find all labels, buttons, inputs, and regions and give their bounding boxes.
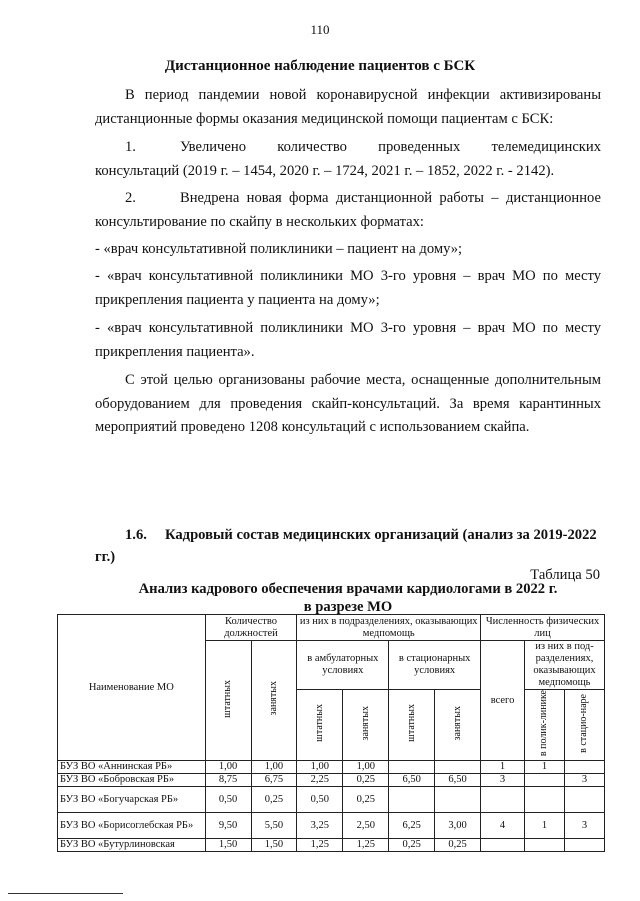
cell: 0,50 (205, 787, 251, 813)
cell: 3,25 (297, 813, 343, 839)
row-name: БУЗ ВО «Борисоглебская РБ» (58, 813, 206, 839)
table-label: Таблица 50 (530, 567, 600, 583)
header-subdivisions: из них в подразделениях, оказывающих медпомощь (297, 615, 481, 641)
cell: 4 (481, 813, 525, 839)
cell (524, 839, 564, 852)
row-name: БУЗ ВО «Аннинская РБ» (58, 761, 206, 774)
cell: 1 (524, 761, 564, 774)
intro-paragraph (95, 84, 601, 131)
cell (564, 787, 604, 813)
intro-text: В период пандемии новой коронавирусной инфекции активизированы дистанционные формы оказания медицинской помощи пациентам с БСК: (95, 87, 601, 127)
header-occupied-total (251, 641, 297, 761)
header-ambul-occupied-label: занятых (359, 705, 371, 741)
cell (564, 839, 604, 852)
header-polyclinic-label: в полик-линике (538, 690, 550, 757)
cell (389, 761, 435, 774)
row-name: БУЗ ВО «Бутурлиновская (58, 839, 206, 852)
cell: 3 (481, 774, 525, 787)
table-row (58, 787, 605, 813)
header-positions: Количество должностей (205, 615, 297, 641)
cell: 2,50 (343, 813, 389, 839)
cell: 6,25 (389, 813, 435, 839)
item-1 (95, 136, 601, 183)
cell (524, 774, 564, 787)
header-staff-total (205, 641, 251, 761)
item-2 (95, 187, 601, 234)
header-occupied-total-label: занятых (267, 681, 279, 716)
header-total: всего (481, 641, 525, 761)
heading: Дистанционное наблюдение пациентов с БСК (164, 58, 476, 74)
row-name: БУЗ ВО «Богучарская РБ» (58, 787, 206, 813)
table-row (58, 774, 605, 787)
table-row (58, 813, 605, 839)
cell: 3 (564, 813, 604, 839)
cell (564, 761, 604, 774)
cell: 1,50 (205, 839, 251, 852)
item-1-text: Увеличено количество проведенных телемедицинских консультаций (2019 г. – 1454, 2020 г. – 1724, 2021 г. – 1852, 2022 г. - 2142). (95, 139, 601, 179)
cell (435, 787, 481, 813)
item-1-number: 1. (125, 139, 136, 155)
header-staff-total-label: штатных (222, 679, 234, 718)
table-title-line-2: в разрезе МО (303, 599, 393, 615)
cell: 1 (524, 813, 564, 839)
header-stac-staff-label: штатных (405, 704, 417, 742)
cell: 1,00 (343, 761, 389, 774)
item-2-number: 2. (125, 190, 136, 206)
cell: 9,50 (205, 813, 251, 839)
header-polyclinic (524, 690, 564, 761)
header-stationary: в стационарных условиях (389, 641, 481, 690)
cell: 6,50 (389, 774, 435, 787)
page-number: 110 (310, 22, 330, 37)
cell: 1,25 (297, 839, 343, 852)
table-title-line-1: Анализ кадрового обеспечения врачами кардиологами в 2022 г. (138, 581, 558, 597)
row-name: БУЗ ВО «Бобровская РБ» (58, 774, 206, 787)
cell: 3 (564, 774, 604, 787)
closing-text: С этой целью организованы рабочие места, оснащенные дополнительным оборудованием для проведения скайп-консультаций. За время карантинных мероприятий проведено 1208 консультаций с использованием скайпа. (95, 372, 601, 435)
section-title: Кадровый состав медицинских организаций (анализ за 2019-2022 гг.) (95, 527, 597, 565)
cell (481, 787, 525, 813)
header-ambulatory: в амбулаторных условиях (297, 641, 389, 690)
cell: 0,25 (251, 787, 297, 813)
cell (435, 761, 481, 774)
cell: 1,50 (251, 839, 297, 852)
table-row (58, 761, 605, 774)
item-2-text: Внедрена новая форма дистанционной работы – дистанционное консультирование по скайпу в нескольких форматах: (95, 190, 601, 230)
header-sub-physical: из них в под-разделениях, оказывающих медпомощь (524, 641, 604, 690)
header-headcount: Численность физических лиц (481, 615, 605, 641)
bullet-3: - «врач консультативной поликлиники МО 3-го уровня – врач МО по месту прикрепления пациента». (95, 320, 601, 360)
cell: 1,00 (251, 761, 297, 774)
table-title (95, 580, 601, 616)
header-ambul-occupied (343, 690, 389, 761)
closing-paragraph (95, 369, 601, 440)
header-ambul-staff (297, 690, 343, 761)
cell: 1,00 (205, 761, 251, 774)
cell: 6,75 (251, 774, 297, 787)
cell: 8,75 (205, 774, 251, 787)
cell: 5,50 (251, 813, 297, 839)
header-ambul-staff-label: штатных (313, 704, 325, 742)
cell: 0,25 (343, 774, 389, 787)
header-name: Наименование МО (58, 615, 206, 761)
cell: 0,25 (435, 839, 481, 852)
header-stacio-label: в стацио-наре (578, 693, 590, 753)
cell: 2,25 (297, 774, 343, 787)
table-row (58, 839, 605, 852)
cell (481, 839, 525, 852)
cell: 1,00 (297, 761, 343, 774)
cell: 1 (481, 761, 525, 774)
header-stac-occupied-label: занятых (451, 705, 463, 741)
header-stac-occupied (435, 690, 481, 761)
cell: 0,25 (343, 787, 389, 813)
cell (389, 787, 435, 813)
header-stac-staff (389, 690, 435, 761)
bullet-2: - «врач консультативной поликлиники МО 3-го уровня – врач МО по месту прикрепления пациента у пациента на дому»; (95, 268, 601, 308)
cell: 3,00 (435, 813, 481, 839)
bullet-1: - «врач консультативной поликлиники – пациент на дому»; (95, 241, 463, 257)
cell: 0,25 (389, 839, 435, 852)
section-number: 1.6. (125, 527, 147, 543)
cell: 6,50 (435, 774, 481, 787)
header-stacio (564, 690, 604, 761)
cell: 1,25 (343, 839, 389, 852)
staffing-table (57, 614, 605, 852)
section-heading (95, 524, 601, 568)
cell (524, 787, 564, 813)
footer-divider (8, 893, 123, 894)
cell: 0,50 (297, 787, 343, 813)
